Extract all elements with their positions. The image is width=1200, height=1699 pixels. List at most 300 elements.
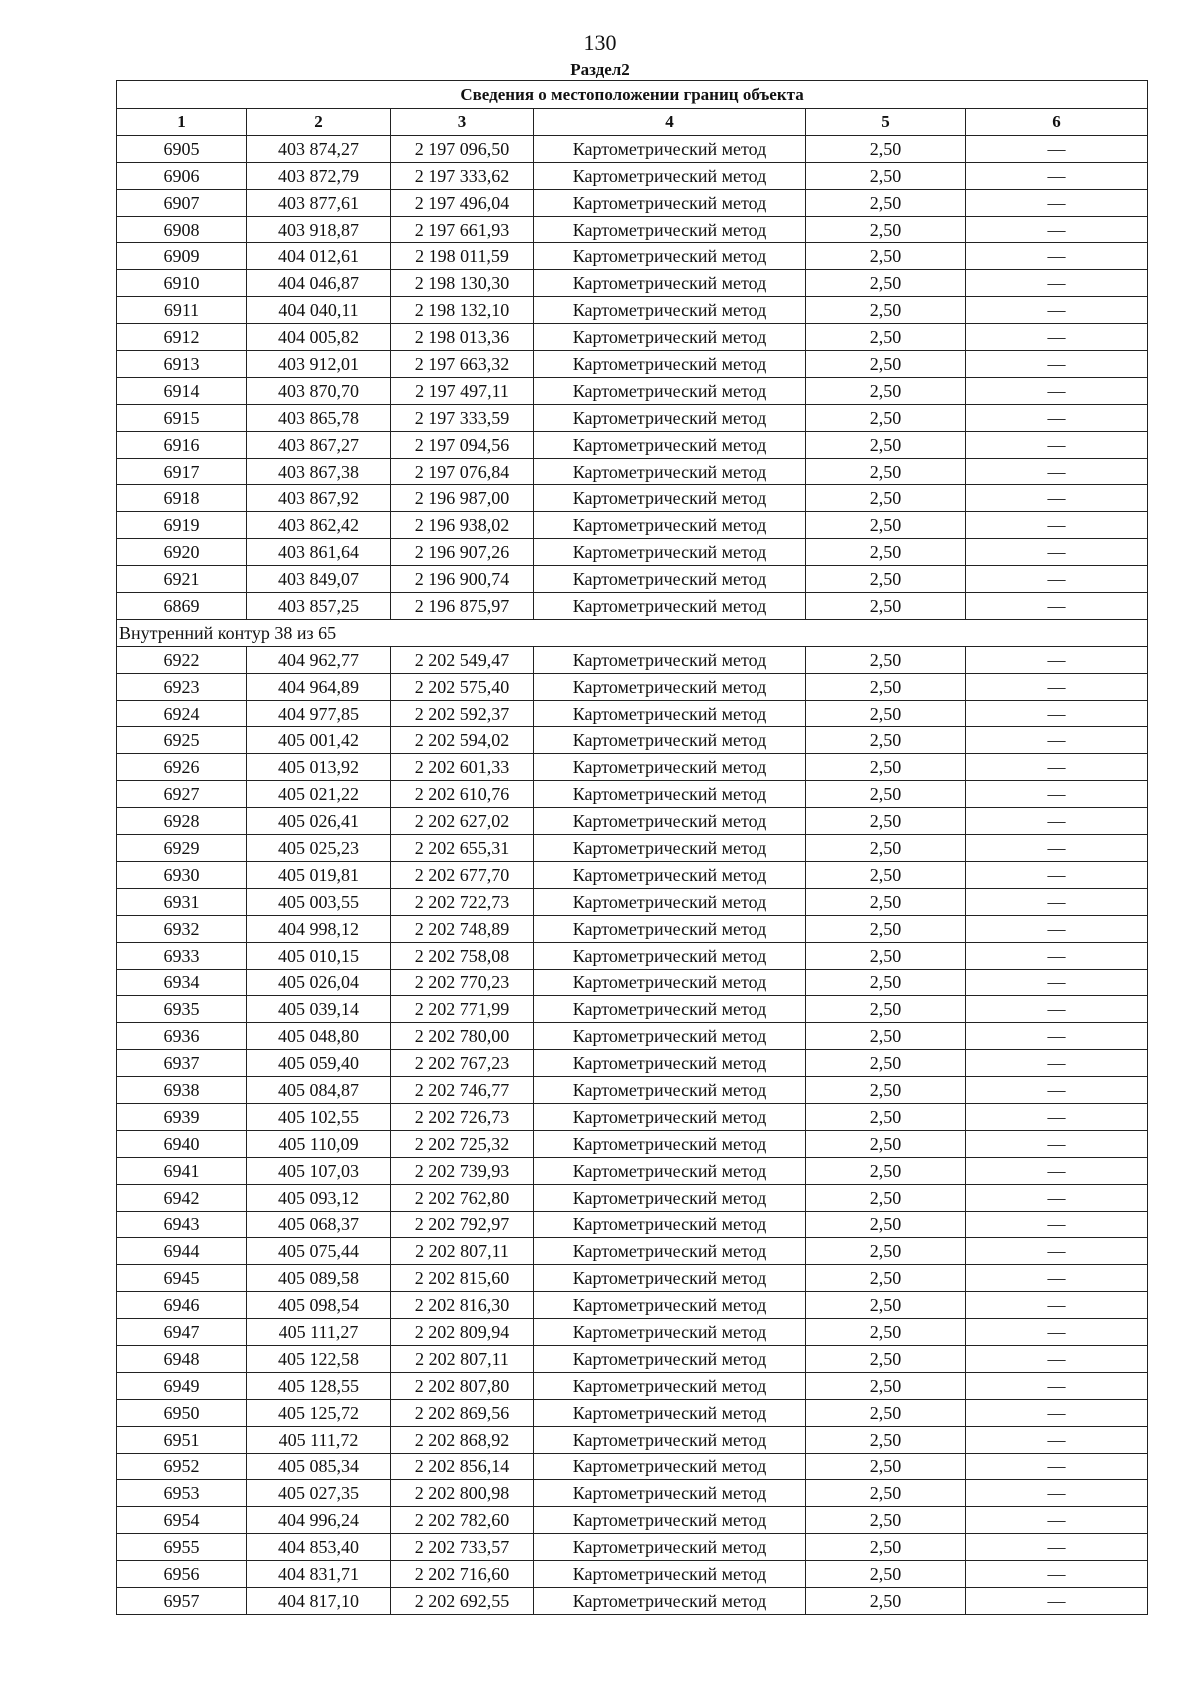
- x-coordinate-cell: 405 111,72: [247, 1426, 391, 1453]
- x-coordinate-cell: 405 013,92: [247, 754, 391, 781]
- accuracy-cell: 2,50: [806, 1534, 966, 1561]
- method-cell: Картометрический метод: [534, 700, 806, 727]
- table-row: [117, 1399, 1148, 1426]
- contour-label: Внутренний контур 38 из 65: [117, 619, 1148, 646]
- page-number: 130: [583, 30, 617, 55]
- accuracy-cell: 2,50: [806, 727, 966, 754]
- x-coordinate-cell: 403 865,78: [247, 404, 391, 431]
- table-row: [117, 1587, 1148, 1614]
- note-cell: —: [966, 162, 1148, 189]
- table-row: [117, 1426, 1148, 1453]
- point-number-cell: 6912: [117, 324, 247, 351]
- point-number-cell: 6924: [117, 700, 247, 727]
- table-row: [117, 1292, 1148, 1319]
- x-coordinate-cell: 403 867,92: [247, 485, 391, 512]
- column-header-5: 5: [806, 109, 966, 136]
- method-cell: Картометрический метод: [534, 1426, 806, 1453]
- accuracy-cell: 2,50: [806, 1130, 966, 1157]
- note-cell: —: [966, 1184, 1148, 1211]
- y-coordinate-cell: 2 198 130,30: [391, 270, 534, 297]
- y-coordinate-cell: 2 202 725,32: [391, 1130, 534, 1157]
- x-coordinate-cell: 405 048,80: [247, 1023, 391, 1050]
- accuracy-cell: 2,50: [806, 1426, 966, 1453]
- x-coordinate-cell: 403 874,27: [247, 135, 391, 162]
- y-coordinate-cell: 2 198 011,59: [391, 243, 534, 270]
- x-coordinate-cell: 405 068,37: [247, 1211, 391, 1238]
- accuracy-cell: 2,50: [806, 1345, 966, 1372]
- method-cell: Картометрический метод: [534, 1480, 806, 1507]
- method-cell: Картометрический метод: [534, 566, 806, 593]
- table-row: [117, 1157, 1148, 1184]
- accuracy-cell: 2,50: [806, 646, 966, 673]
- note-cell: —: [966, 512, 1148, 539]
- y-coordinate-cell: 2 202 807,11: [391, 1238, 534, 1265]
- accuracy-cell: 2,50: [806, 377, 966, 404]
- method-cell: Картометрический метод: [534, 1211, 806, 1238]
- note-cell: —: [966, 1372, 1148, 1399]
- y-coordinate-cell: 2 202 692,55: [391, 1587, 534, 1614]
- note-cell: —: [966, 324, 1148, 351]
- method-cell: Картометрический метод: [534, 512, 806, 539]
- point-number-cell: 6937: [117, 1050, 247, 1077]
- x-coordinate-cell: 404 005,82: [247, 324, 391, 351]
- point-number-cell: 6907: [117, 189, 247, 216]
- table-row: [117, 835, 1148, 862]
- accuracy-cell: 2,50: [806, 1211, 966, 1238]
- x-coordinate-cell: 405 021,22: [247, 781, 391, 808]
- note-cell: —: [966, 1077, 1148, 1104]
- y-coordinate-cell: 2 197 076,84: [391, 458, 534, 485]
- note-cell: —: [966, 1587, 1148, 1614]
- point-number-cell: 6906: [117, 162, 247, 189]
- point-number-cell: 6932: [117, 915, 247, 942]
- y-coordinate-cell: 2 202 770,23: [391, 969, 534, 996]
- table-row: [117, 512, 1148, 539]
- accuracy-cell: 2,50: [806, 539, 966, 566]
- x-coordinate-cell: 405 125,72: [247, 1399, 391, 1426]
- accuracy-cell: 2,50: [806, 512, 966, 539]
- x-coordinate-cell: 403 857,25: [247, 593, 391, 620]
- point-number-cell: 6956: [117, 1561, 247, 1588]
- note-cell: —: [966, 404, 1148, 431]
- table-row: [117, 431, 1148, 458]
- y-coordinate-cell: 2 202 767,23: [391, 1050, 534, 1077]
- y-coordinate-cell: 2 202 677,70: [391, 861, 534, 888]
- accuracy-cell: 2,50: [806, 1319, 966, 1346]
- method-cell: Картометрический метод: [534, 1130, 806, 1157]
- method-cell: Картометрический метод: [534, 1238, 806, 1265]
- table-row: [117, 1238, 1148, 1265]
- y-coordinate-cell: 2 196 938,02: [391, 512, 534, 539]
- table-row: [117, 727, 1148, 754]
- x-coordinate-cell: 405 084,87: [247, 1077, 391, 1104]
- x-coordinate-cell: 404 831,71: [247, 1561, 391, 1588]
- accuracy-cell: 2,50: [806, 1561, 966, 1588]
- method-cell: Картометрический метод: [534, 1345, 806, 1372]
- point-number-cell: 6957: [117, 1587, 247, 1614]
- x-coordinate-cell: 404 012,61: [247, 243, 391, 270]
- note-cell: —: [966, 727, 1148, 754]
- method-cell: Картометрический метод: [534, 1157, 806, 1184]
- note-cell: —: [966, 1453, 1148, 1480]
- x-coordinate-cell: 403 872,79: [247, 162, 391, 189]
- method-cell: Картометрический метод: [534, 297, 806, 324]
- column-header-2: 2: [247, 109, 391, 136]
- accuracy-cell: 2,50: [806, 216, 966, 243]
- point-number-cell: 6947: [117, 1319, 247, 1346]
- table-row: [117, 1130, 1148, 1157]
- y-coordinate-cell: 2 202 746,77: [391, 1077, 534, 1104]
- point-number-cell: 6950: [117, 1399, 247, 1426]
- accuracy-cell: 2,50: [806, 1077, 966, 1104]
- method-cell: Картометрический метод: [534, 485, 806, 512]
- accuracy-cell: 2,50: [806, 1507, 966, 1534]
- note-cell: —: [966, 915, 1148, 942]
- point-number-cell: 6946: [117, 1292, 247, 1319]
- point-number-cell: 6915: [117, 404, 247, 431]
- accuracy-cell: 2,50: [806, 1480, 966, 1507]
- x-coordinate-cell: 404 964,89: [247, 673, 391, 700]
- point-number-cell: 6869: [117, 593, 247, 620]
- method-cell: Картометрический метод: [534, 646, 806, 673]
- point-number-cell: 6933: [117, 942, 247, 969]
- accuracy-cell: 2,50: [806, 700, 966, 727]
- method-cell: Картометрический метод: [534, 1534, 806, 1561]
- note-cell: —: [966, 243, 1148, 270]
- accuracy-cell: 2,50: [806, 593, 966, 620]
- method-cell: Картометрический метод: [534, 1372, 806, 1399]
- accuracy-cell: 2,50: [806, 1453, 966, 1480]
- x-coordinate-cell: 405 027,35: [247, 1480, 391, 1507]
- y-coordinate-cell: 2 202 610,76: [391, 781, 534, 808]
- point-number-cell: 6938: [117, 1077, 247, 1104]
- accuracy-cell: 2,50: [806, 754, 966, 781]
- accuracy-cell: 2,50: [806, 888, 966, 915]
- y-coordinate-cell: 2 202 739,93: [391, 1157, 534, 1184]
- table-row: [117, 539, 1148, 566]
- point-number-cell: 6913: [117, 351, 247, 378]
- y-coordinate-cell: 2 197 663,32: [391, 351, 534, 378]
- y-coordinate-cell: 2 202 627,02: [391, 808, 534, 835]
- accuracy-cell: 2,50: [806, 1023, 966, 1050]
- y-coordinate-cell: 2 202 816,30: [391, 1292, 534, 1319]
- accuracy-cell: 2,50: [806, 324, 966, 351]
- point-number-cell: 6920: [117, 539, 247, 566]
- point-number-cell: 6943: [117, 1211, 247, 1238]
- accuracy-cell: 2,50: [806, 996, 966, 1023]
- method-cell: Картометрический метод: [534, 1184, 806, 1211]
- table-row: [117, 216, 1148, 243]
- note-cell: —: [966, 431, 1148, 458]
- note-cell: —: [966, 781, 1148, 808]
- x-coordinate-cell: 403 867,27: [247, 431, 391, 458]
- x-coordinate-cell: 405 110,09: [247, 1130, 391, 1157]
- point-number-cell: 6931: [117, 888, 247, 915]
- note-cell: —: [966, 1319, 1148, 1346]
- note-cell: —: [966, 835, 1148, 862]
- note-cell: —: [966, 189, 1148, 216]
- x-coordinate-cell: 405 026,41: [247, 808, 391, 835]
- table-row: [117, 189, 1148, 216]
- accuracy-cell: 2,50: [806, 1399, 966, 1426]
- accuracy-cell: 2,50: [806, 431, 966, 458]
- method-cell: Картометрический метод: [534, 243, 806, 270]
- note-cell: —: [966, 861, 1148, 888]
- note-cell: —: [966, 216, 1148, 243]
- column-header-6: 6: [966, 109, 1148, 136]
- note-cell: —: [966, 888, 1148, 915]
- point-number-cell: 6945: [117, 1265, 247, 1292]
- method-cell: Картометрический метод: [534, 835, 806, 862]
- method-cell: Картометрический метод: [534, 270, 806, 297]
- y-coordinate-cell: 2 197 094,56: [391, 431, 534, 458]
- x-coordinate-cell: 405 122,58: [247, 1345, 391, 1372]
- y-coordinate-cell: 2 202 792,97: [391, 1211, 534, 1238]
- point-number-cell: 6914: [117, 377, 247, 404]
- table-row: [117, 1184, 1148, 1211]
- accuracy-cell: 2,50: [806, 969, 966, 996]
- accuracy-cell: 2,50: [806, 1050, 966, 1077]
- boundary-coordinates-table: [116, 80, 1148, 1615]
- x-coordinate-cell: 404 977,85: [247, 700, 391, 727]
- x-coordinate-cell: 405 001,42: [247, 727, 391, 754]
- x-coordinate-cell: 405 128,55: [247, 1372, 391, 1399]
- y-coordinate-cell: 2 202 771,99: [391, 996, 534, 1023]
- point-number-cell: 6923: [117, 673, 247, 700]
- x-coordinate-cell: 403 870,70: [247, 377, 391, 404]
- table-row: [117, 700, 1148, 727]
- method-cell: Картометрический метод: [534, 1292, 806, 1319]
- method-cell: Картометрический метод: [534, 404, 806, 431]
- note-cell: —: [966, 485, 1148, 512]
- x-coordinate-cell: 405 010,15: [247, 942, 391, 969]
- accuracy-cell: 2,50: [806, 1103, 966, 1130]
- note-cell: —: [966, 135, 1148, 162]
- note-cell: —: [966, 996, 1148, 1023]
- table-caption: Сведения о местоположении границ объекта: [117, 81, 1148, 109]
- method-cell: Картометрический метод: [534, 1265, 806, 1292]
- note-cell: —: [966, 1345, 1148, 1372]
- x-coordinate-cell: 404 853,40: [247, 1534, 391, 1561]
- method-cell: Картометрический метод: [534, 1587, 806, 1614]
- note-cell: —: [966, 593, 1148, 620]
- accuracy-cell: 2,50: [806, 1265, 966, 1292]
- method-cell: Картометрический метод: [534, 754, 806, 781]
- x-coordinate-cell: 405 085,34: [247, 1453, 391, 1480]
- table-row: [117, 485, 1148, 512]
- y-coordinate-cell: 2 202 575,40: [391, 673, 534, 700]
- point-number-cell: 6934: [117, 969, 247, 996]
- y-coordinate-cell: 2 197 096,50: [391, 135, 534, 162]
- table-row: [117, 1345, 1148, 1372]
- accuracy-cell: 2,50: [806, 1372, 966, 1399]
- note-cell: —: [966, 458, 1148, 485]
- note-cell: —: [966, 1480, 1148, 1507]
- table-row: [117, 593, 1148, 620]
- x-coordinate-cell: 404 996,24: [247, 1507, 391, 1534]
- table-row: [117, 404, 1148, 431]
- y-coordinate-cell: 2 202 807,80: [391, 1372, 534, 1399]
- accuracy-cell: 2,50: [806, 243, 966, 270]
- note-cell: —: [966, 700, 1148, 727]
- note-cell: —: [966, 1292, 1148, 1319]
- x-coordinate-cell: 403 912,01: [247, 351, 391, 378]
- x-coordinate-cell: 405 102,55: [247, 1103, 391, 1130]
- point-number-cell: 6922: [117, 646, 247, 673]
- note-cell: —: [966, 1023, 1148, 1050]
- note-cell: —: [966, 1238, 1148, 1265]
- y-coordinate-cell: 2 202 780,00: [391, 1023, 534, 1050]
- table-row: [117, 1077, 1148, 1104]
- column-header-1: 1: [117, 109, 247, 136]
- column-header-3: 3: [391, 109, 534, 136]
- y-coordinate-cell: 2 198 013,36: [391, 324, 534, 351]
- y-coordinate-cell: 2 202 726,73: [391, 1103, 534, 1130]
- note-cell: —: [966, 1211, 1148, 1238]
- note-cell: —: [966, 1130, 1148, 1157]
- note-cell: —: [966, 969, 1148, 996]
- point-number-cell: 6905: [117, 135, 247, 162]
- point-number-cell: 6954: [117, 1507, 247, 1534]
- y-coordinate-cell: 2 202 594,02: [391, 727, 534, 754]
- note-cell: —: [966, 646, 1148, 673]
- table-row: [117, 458, 1148, 485]
- point-number-cell: 6911: [117, 297, 247, 324]
- table-row: [117, 1480, 1148, 1507]
- x-coordinate-cell: 405 093,12: [247, 1184, 391, 1211]
- x-coordinate-cell: 405 098,54: [247, 1292, 391, 1319]
- method-cell: Картометрический метод: [534, 1507, 806, 1534]
- table-body: [117, 135, 1148, 1614]
- x-coordinate-cell: 405 111,27: [247, 1319, 391, 1346]
- y-coordinate-cell: 2 197 497,11: [391, 377, 534, 404]
- note-cell: —: [966, 270, 1148, 297]
- note-cell: —: [966, 1534, 1148, 1561]
- x-coordinate-cell: 405 059,40: [247, 1050, 391, 1077]
- y-coordinate-cell: 2 202 601,33: [391, 754, 534, 781]
- method-cell: Картометрический метод: [534, 1050, 806, 1077]
- table-row: [117, 646, 1148, 673]
- table-caption-row: [117, 81, 1148, 109]
- column-header-4: 4: [534, 109, 806, 136]
- table-row: [117, 1507, 1148, 1534]
- accuracy-cell: 2,50: [806, 808, 966, 835]
- note-cell: —: [966, 297, 1148, 324]
- point-number-cell: 6925: [117, 727, 247, 754]
- note-cell: —: [966, 942, 1148, 969]
- y-coordinate-cell: 2 202 869,56: [391, 1399, 534, 1426]
- table-row: [117, 566, 1148, 593]
- accuracy-cell: 2,50: [806, 404, 966, 431]
- method-cell: Картометрический метод: [534, 431, 806, 458]
- method-cell: Картометрический метод: [534, 162, 806, 189]
- point-number-cell: 6918: [117, 485, 247, 512]
- table-row: [117, 969, 1148, 996]
- x-coordinate-cell: 403 862,42: [247, 512, 391, 539]
- point-number-cell: 6953: [117, 1480, 247, 1507]
- x-coordinate-cell: 404 040,11: [247, 297, 391, 324]
- method-cell: Картометрический метод: [534, 1561, 806, 1588]
- method-cell: Картометрический метод: [534, 377, 806, 404]
- accuracy-cell: 2,50: [806, 135, 966, 162]
- x-coordinate-cell: 404 046,87: [247, 270, 391, 297]
- y-coordinate-cell: 2 196 987,00: [391, 485, 534, 512]
- table-row: [117, 1023, 1148, 1050]
- method-cell: Картометрический метод: [534, 1077, 806, 1104]
- point-number-cell: 6921: [117, 566, 247, 593]
- point-number-cell: 6936: [117, 1023, 247, 1050]
- point-number-cell: 6942: [117, 1184, 247, 1211]
- accuracy-cell: 2,50: [806, 781, 966, 808]
- y-coordinate-cell: 2 202 800,98: [391, 1480, 534, 1507]
- y-coordinate-cell: 2 202 733,57: [391, 1534, 534, 1561]
- accuracy-cell: 2,50: [806, 162, 966, 189]
- x-coordinate-cell: 403 849,07: [247, 566, 391, 593]
- method-cell: Картометрический метод: [534, 593, 806, 620]
- y-coordinate-cell: 2 198 132,10: [391, 297, 534, 324]
- point-number-cell: 6941: [117, 1157, 247, 1184]
- note-cell: —: [966, 1265, 1148, 1292]
- method-cell: Картометрический метод: [534, 781, 806, 808]
- x-coordinate-cell: 403 877,61: [247, 189, 391, 216]
- table-row: [117, 135, 1148, 162]
- note-cell: —: [966, 1103, 1148, 1130]
- point-number-cell: 6919: [117, 512, 247, 539]
- method-cell: Картометрический метод: [534, 135, 806, 162]
- y-coordinate-cell: 2 197 496,04: [391, 189, 534, 216]
- table-row: [117, 1372, 1148, 1399]
- point-number-cell: 6951: [117, 1426, 247, 1453]
- y-coordinate-cell: 2 202 809,94: [391, 1319, 534, 1346]
- x-coordinate-cell: 405 025,23: [247, 835, 391, 862]
- method-cell: Картометрический метод: [534, 351, 806, 378]
- accuracy-cell: 2,50: [806, 189, 966, 216]
- method-cell: Картометрический метод: [534, 458, 806, 485]
- table-row: [117, 1265, 1148, 1292]
- y-coordinate-cell: 2 202 815,60: [391, 1265, 534, 1292]
- accuracy-cell: 2,50: [806, 458, 966, 485]
- accuracy-cell: 2,50: [806, 485, 966, 512]
- method-cell: Картометрический метод: [534, 1023, 806, 1050]
- method-cell: Картометрический метод: [534, 888, 806, 915]
- y-coordinate-cell: 2 197 333,59: [391, 404, 534, 431]
- method-cell: Картометрический метод: [534, 808, 806, 835]
- table-row: [117, 1050, 1148, 1077]
- accuracy-cell: 2,50: [806, 351, 966, 378]
- note-cell: —: [966, 377, 1148, 404]
- table-row: [117, 243, 1148, 270]
- point-number-cell: 6939: [117, 1103, 247, 1130]
- section-title: Раздел2: [570, 60, 630, 79]
- y-coordinate-cell: 2 202 782,60: [391, 1507, 534, 1534]
- method-cell: Картометрический метод: [534, 969, 806, 996]
- method-cell: Картометрический метод: [534, 1453, 806, 1480]
- accuracy-cell: 2,50: [806, 297, 966, 324]
- point-number-cell: 6910: [117, 270, 247, 297]
- y-coordinate-cell: 2 197 333,62: [391, 162, 534, 189]
- note-cell: —: [966, 539, 1148, 566]
- table-row: [117, 1534, 1148, 1561]
- table-row: [117, 808, 1148, 835]
- x-coordinate-cell: 403 861,64: [247, 539, 391, 566]
- table-row: [117, 270, 1148, 297]
- point-number-cell: 6929: [117, 835, 247, 862]
- accuracy-cell: 2,50: [806, 673, 966, 700]
- contour-label-row: [117, 619, 1148, 646]
- note-cell: —: [966, 754, 1148, 781]
- table-row: [117, 351, 1148, 378]
- accuracy-cell: 2,50: [806, 942, 966, 969]
